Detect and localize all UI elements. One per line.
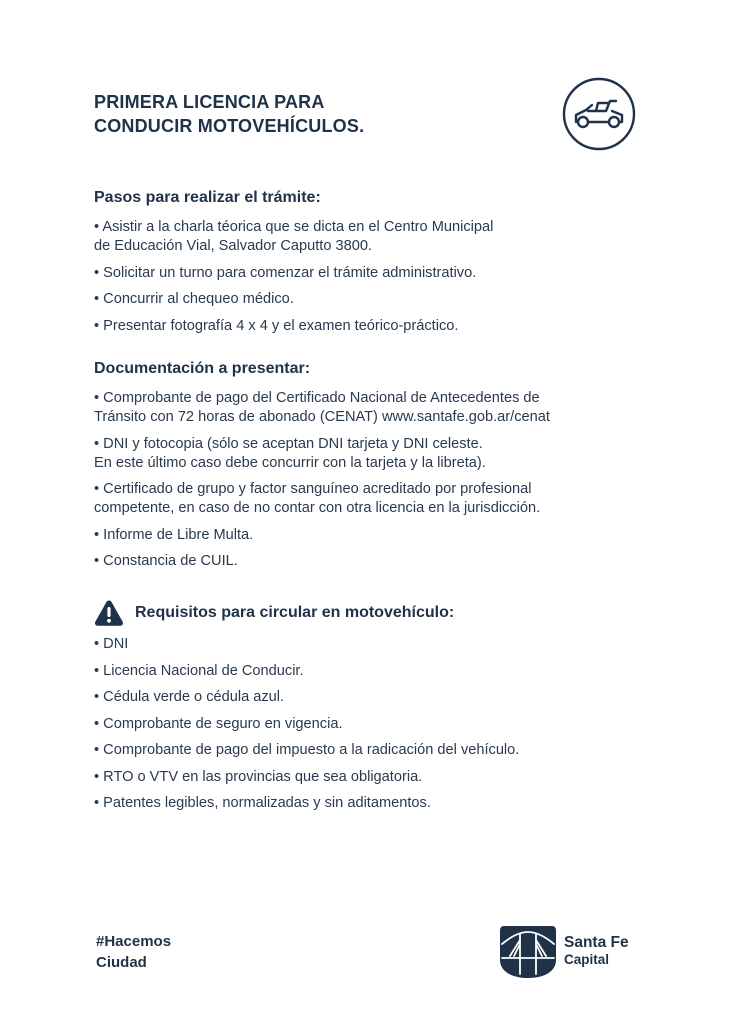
list-item-line: • Comprobante de seguro en vigencia. (94, 715, 343, 732)
list-item-line: • RTO o VTV en las provincias que sea obligatoria. (94, 768, 423, 785)
list-item-line: • Licencia Nacional de Conducir. (94, 662, 304, 679)
list-item-line: En este último caso debe concurrir con la tarjeta y la libreta). (94, 454, 486, 471)
list-item-line: • DNI (94, 636, 129, 652)
list-item (94, 389, 654, 427)
documentacion-heading: Documentación a presentar: (94, 360, 311, 377)
hashtag-line-2: Ciudad (96, 954, 147, 971)
requisitos-list (94, 635, 654, 813)
list-item-line: • Asistir a la charla téorica que se dicta en el Centro Municipal (94, 219, 494, 235)
list-item (94, 290, 654, 309)
list-item (94, 317, 654, 336)
list-item (94, 552, 654, 571)
hashtag-line-1: #Hacemos (96, 933, 172, 950)
list-item (94, 635, 654, 654)
list-item-line: • Presentar fotografía 4 x 4 y el examen teórico-práctico. (94, 317, 459, 334)
list-item-line: • DNI y fotocopia (sólo se aceptan DNI tarjeta y DNI celeste. (94, 435, 483, 452)
title-line-2: CONDUCIR MOTOVEHÍCULOS. (94, 116, 365, 136)
list-item-line: de Educación Vial, Salvador Caputto 3800. (94, 238, 373, 254)
logo-text (564, 934, 629, 968)
requisitos-heading-row (94, 599, 654, 627)
list-item-line: • Cédula verde o cédula azul. (94, 689, 285, 705)
list-item-line: • Constancia de CUIL. (94, 553, 238, 569)
list-item (94, 688, 654, 707)
hashtag (96, 931, 171, 973)
requisitos-heading: Requisitos para circular en motovehículo: (135, 604, 455, 621)
warning-triangle-icon (94, 599, 124, 627)
logo-line-2: Capital (564, 952, 610, 967)
list-item-line: Tránsito con 72 horas de abonado (CENAT) www.santafe.gob.ar/cenat (94, 409, 550, 425)
list-item-line: • Comprobante de pago del Certificado Nacional de Antecedentes de (94, 390, 540, 406)
documentacion-list (94, 389, 654, 571)
list-item (94, 480, 654, 518)
list-item (94, 526, 654, 545)
list-item (94, 218, 654, 256)
list-item-line: competente, en caso de no contar con otra licencia en la jurisdicción. (94, 500, 541, 516)
list-item (94, 794, 654, 813)
list-item-line: • Concurrir al chequeo médico. (94, 291, 294, 307)
list-item-line: • Solicitar un turno para comenzar el trámite administrativo. (94, 264, 477, 281)
title-line-1: PRIMERA LICENCIA PARA (94, 92, 325, 112)
santa-fe-logo (498, 922, 629, 980)
list-item (94, 264, 654, 283)
list-item-line: • Certificado de grupo y factor sanguíneo acreditado por profesional (94, 481, 532, 497)
santa-fe-bridge-logo (498, 922, 558, 980)
list-item-line: • Patentes legibles, normalizadas y sin aditamentos. (94, 795, 431, 811)
logo-line-1: Santa Fe (564, 934, 629, 951)
list-item-line: • Comprobante de pago del impuesto a la radicación del vehículo. (94, 742, 520, 758)
pasos-list (94, 218, 654, 336)
requisitos-section (94, 599, 654, 821)
list-item (94, 662, 654, 681)
page-title (94, 90, 364, 138)
list-item (94, 715, 654, 734)
list-item (94, 435, 654, 473)
pasos-heading: Pasos para realizar el trámite: (94, 189, 321, 206)
documentacion-section (94, 359, 654, 579)
list-item-line: • Informe de Libre Multa. (94, 526, 254, 543)
list-item (94, 768, 654, 787)
pasos-section (94, 188, 654, 343)
list-item (94, 741, 654, 760)
motorcycle-scooter-icon (562, 77, 636, 151)
